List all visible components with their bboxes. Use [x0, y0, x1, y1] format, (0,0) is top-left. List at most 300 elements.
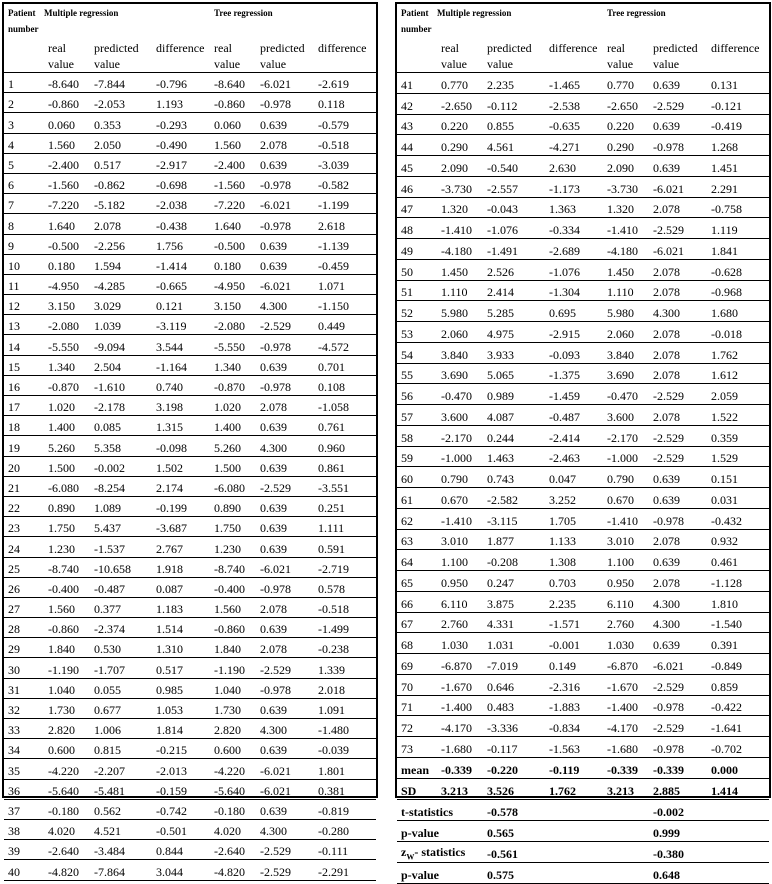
header-row-3 — [397, 38, 769, 56]
table-cell: 6 — [4, 173, 44, 193]
table-cell: -4.220 — [44, 759, 90, 779]
table-cell: -2.053 — [90, 93, 152, 113]
table-cell: -1.707 — [90, 658, 152, 678]
table-cell: 47 — [397, 197, 437, 218]
table-cell: 62 — [397, 508, 437, 529]
table-cell: 57 — [397, 405, 437, 426]
table-cell: 2.078 — [256, 396, 314, 416]
table-cell: 43 — [397, 114, 437, 135]
table-cell: 20 — [4, 456, 44, 476]
table-cell — [545, 799, 603, 820]
table-cell: -6.080 — [210, 476, 256, 496]
table-cell: -2.038 — [152, 194, 210, 214]
table-cell: -7.844 — [90, 73, 152, 93]
table-cell: -2.529 — [256, 860, 314, 880]
table-cell — [603, 862, 649, 883]
mr-predicted-header: predicted — [487, 41, 532, 55]
table-cell — [545, 820, 603, 841]
table-cell: -0.860 — [210, 93, 256, 113]
table-cell: 1.451 — [707, 156, 769, 177]
table-cell: -0.579 — [314, 113, 376, 133]
table-cell: 2.078 — [649, 259, 707, 280]
table-cell: 1.612 — [707, 363, 769, 384]
right-table-body — [397, 4, 769, 883]
table-cell: 0.591 — [314, 537, 376, 557]
table-cell: -1.058 — [314, 396, 376, 416]
table-cell: -1.491 — [483, 239, 545, 260]
table-cell: 19 — [4, 436, 44, 456]
table-cell: 1.110 — [437, 280, 483, 301]
table-cell: -0.180 — [210, 799, 256, 819]
table-cell: 0.639 — [256, 537, 314, 557]
table-cell: 1.308 — [545, 550, 603, 571]
table-cell: 17 — [4, 396, 44, 416]
table-cell: 0.639 — [649, 73, 707, 94]
table-cell: -0.432 — [707, 508, 769, 529]
table-cell: 3.526 — [483, 778, 545, 799]
table-cell: -7.220 — [44, 194, 90, 214]
table-row — [4, 496, 376, 516]
table-cell: 1.400 — [210, 416, 256, 436]
mr-predicted-header: predicted — [94, 41, 139, 55]
table-cell: 12 — [4, 295, 44, 315]
table-cell: 1.230 — [210, 537, 256, 557]
table-cell: 0.639 — [256, 456, 314, 476]
table-cell: -6.021 — [256, 779, 314, 799]
table-row — [397, 239, 769, 260]
table-row — [397, 571, 769, 592]
table-cell: 0.740 — [152, 375, 210, 395]
table-cell: -2.529 — [649, 384, 707, 405]
table-cell: 0.677 — [90, 698, 152, 718]
table-cell: -1.680 — [603, 737, 649, 758]
table-cell: -0.470 — [437, 384, 483, 405]
table-cell: -4.950 — [210, 274, 256, 294]
table-cell: -4.170 — [603, 716, 649, 737]
table-cell: 0.600 — [44, 739, 90, 759]
table-cell: 1.339 — [314, 658, 376, 678]
table-cell: -6.870 — [603, 654, 649, 675]
table-cell: 2.078 — [90, 214, 152, 234]
table-cell: 11 — [4, 274, 44, 294]
table-cell: 0.861 — [314, 456, 376, 476]
table-cell: -2.640 — [210, 840, 256, 860]
table-cell: 2.078 — [256, 597, 314, 617]
table-cell: 1.450 — [603, 259, 649, 280]
table-cell: 0.562 — [90, 799, 152, 819]
table-cell: 1.594 — [90, 254, 152, 274]
table-cell: 1.400 — [44, 416, 90, 436]
table-cell: -2.529 — [649, 674, 707, 695]
table-cell: 1.111 — [314, 517, 376, 537]
table-cell: -0.978 — [256, 214, 314, 234]
table-cell: 0.639 — [649, 488, 707, 509]
table-cell: 1.100 — [603, 550, 649, 571]
table-cell: 0.639 — [649, 633, 707, 654]
table-cell: 22 — [4, 496, 44, 516]
table-cell: 1.750 — [210, 517, 256, 537]
table-cell: p-value — [397, 820, 437, 841]
table-cell: -1.000 — [603, 446, 649, 467]
table-cell: 39 — [4, 840, 44, 860]
table-cell: 1.750 — [44, 517, 90, 537]
table-cell: 0.220 — [437, 114, 483, 135]
table-cell: 0.639 — [256, 618, 314, 638]
table-cell: 6.110 — [437, 591, 483, 612]
table-cell: -0.578 — [483, 799, 545, 820]
table-cell: 3.544 — [152, 335, 210, 355]
header-row-4 — [397, 56, 769, 73]
table-cell: 0.639 — [256, 254, 314, 274]
table-cell: 2.526 — [483, 259, 545, 280]
table-cell: 48 — [397, 218, 437, 239]
table-cell: -1.076 — [545, 259, 603, 280]
table-cell: 1.089 — [90, 496, 152, 516]
table-row — [397, 405, 769, 426]
table-cell: 14 — [4, 335, 44, 355]
table-cell: 5.358 — [90, 436, 152, 456]
table-cell: 0.670 — [603, 488, 649, 509]
tr-real-header: real — [607, 41, 626, 55]
table-cell: -0.470 — [603, 384, 649, 405]
table-cell: 1.502 — [152, 456, 210, 476]
table-cell: -0.870 — [210, 375, 256, 395]
table-cell: -0.002 — [90, 456, 152, 476]
table-cell: 4.300 — [649, 301, 707, 322]
table-cell: 1.814 — [152, 719, 210, 739]
table-cell: 1.841 — [707, 239, 769, 260]
table-cell: 35 — [4, 759, 44, 779]
stats-row — [397, 820, 769, 841]
table-cell: 3.150 — [44, 295, 90, 315]
table-cell: -10.658 — [90, 557, 152, 577]
table-cell: -2.917 — [152, 153, 210, 173]
table-cell: 0.290 — [603, 135, 649, 156]
table-row — [397, 446, 769, 467]
table-cell: 58 — [397, 425, 437, 446]
table-cell: 2.820 — [44, 719, 90, 739]
table-cell: -2.529 — [256, 658, 314, 678]
table-row — [4, 194, 376, 214]
table-cell: -1.410 — [437, 508, 483, 529]
table-cell: -0.860 — [44, 618, 90, 638]
table-cell: mean — [397, 757, 437, 778]
table-cell: 2.060 — [437, 322, 483, 343]
table-cell: -3.730 — [437, 176, 483, 197]
table-cell: 6.110 — [603, 591, 649, 612]
table-cell: -0.280 — [314, 819, 376, 839]
table-cell: 30 — [4, 658, 44, 678]
table-cell: 0.639 — [649, 467, 707, 488]
table-cell: 0.815 — [90, 739, 152, 759]
table-row — [4, 840, 376, 860]
table-cell: 0.060 — [44, 113, 90, 133]
table-cell: -1.410 — [437, 218, 483, 239]
table-cell: 1.268 — [707, 135, 769, 156]
table-cell: -0.339 — [649, 757, 707, 778]
table-cell: -0.978 — [649, 508, 707, 529]
table-cell: -1.571 — [545, 612, 603, 633]
stats-row — [397, 757, 769, 778]
table-cell: 0.701 — [314, 355, 376, 375]
table-cell: -1.641 — [707, 716, 769, 737]
table-cell: 1.560 — [44, 133, 90, 153]
table-cell: 0.087 — [152, 577, 210, 597]
tr-predicted-header: predicted — [260, 41, 305, 55]
table-cell: 52 — [397, 301, 437, 322]
table-cell: -6.021 — [256, 194, 314, 214]
table-cell: 7 — [4, 194, 44, 214]
table-cell: 28 — [4, 618, 44, 638]
table-cell: 21 — [4, 476, 44, 496]
table-cell: -1.414 — [152, 254, 210, 274]
table-cell: -2.619 — [314, 73, 376, 93]
table-cell: 2.618 — [314, 214, 376, 234]
table-cell: -2.529 — [256, 315, 314, 335]
table-cell: -0.215 — [152, 739, 210, 759]
table-cell: -0.111 — [314, 840, 376, 860]
table-row — [397, 591, 769, 612]
table-cell: -0.834 — [545, 716, 603, 737]
table-cell: -0.380 — [649, 841, 707, 862]
table-cell: 69 — [397, 654, 437, 675]
table-row — [4, 254, 376, 274]
table-cell: -5.640 — [210, 779, 256, 799]
table-cell: 3.044 — [152, 860, 210, 880]
table-cell: -0.698 — [152, 173, 210, 193]
table-row — [4, 517, 376, 537]
mr-predicted-value-header: value — [90, 56, 152, 73]
table-cell: -6.021 — [256, 73, 314, 93]
table-cell: 0.703 — [545, 571, 603, 592]
table-cell: -1.480 — [314, 719, 376, 739]
table-cell: 73 — [397, 737, 437, 758]
table-cell: -2.538 — [545, 93, 603, 114]
table-row — [4, 819, 376, 839]
table-row — [4, 234, 376, 254]
table-cell: 0.639 — [256, 517, 314, 537]
table-cell: 3.840 — [437, 342, 483, 363]
table-cell: -0.334 — [545, 218, 603, 239]
table-cell: -0.487 — [90, 577, 152, 597]
table-cell: 0.960 — [314, 436, 376, 456]
table-cell: 1.918 — [152, 557, 210, 577]
table-cell: -2.557 — [483, 176, 545, 197]
table-cell: 1.877 — [483, 529, 545, 550]
table-cell: -4.271 — [545, 135, 603, 156]
header-row-2 — [4, 24, 376, 38]
table-cell: -2.013 — [152, 759, 210, 779]
table-cell: 0.575 — [483, 862, 545, 883]
table-cell: 2.078 — [649, 342, 707, 363]
table-cell: -0.459 — [314, 254, 376, 274]
table-cell: -0.978 — [256, 375, 314, 395]
table-cell — [603, 841, 649, 862]
table-cell: -1.560 — [210, 173, 256, 193]
table-cell: $z_W-$ statistics — [397, 841, 437, 862]
table-cell: -0.635 — [545, 114, 603, 135]
table-cell: 68 — [397, 633, 437, 654]
table-cell: -2.640 — [44, 840, 90, 860]
table-cell: 3.213 — [603, 778, 649, 799]
table-cell: 23 — [4, 517, 44, 537]
table-cell: 0.844 — [152, 840, 210, 860]
table-cell: 0.108 — [314, 375, 376, 395]
table-cell: 4.300 — [256, 295, 314, 315]
table-cell: 2.078 — [649, 280, 707, 301]
table-cell: -2.256 — [90, 234, 152, 254]
table-cell: -2.650 — [603, 93, 649, 114]
table-cell: 2.090 — [437, 156, 483, 177]
table-cell: 0.761 — [314, 416, 376, 436]
table-cell: 65 — [397, 571, 437, 592]
table-cell: -1.560 — [44, 173, 90, 193]
table-cell: -1.459 — [545, 384, 603, 405]
table-cell: 1.705 — [545, 508, 603, 529]
table-cell: 2.820 — [210, 719, 256, 739]
table-cell: 3.840 — [603, 342, 649, 363]
table-cell: 4.020 — [44, 819, 90, 839]
table-cell: 0.859 — [707, 674, 769, 695]
table-cell: 4 — [4, 133, 44, 153]
table-cell: -0.561 — [483, 841, 545, 862]
table-cell: 1.500 — [44, 456, 90, 476]
table-cell: 1.529 — [707, 446, 769, 467]
table-cell: 2.090 — [603, 156, 649, 177]
table-cell: 0.517 — [152, 658, 210, 678]
table-cell: 3.150 — [210, 295, 256, 315]
table-cell: -5.550 — [210, 335, 256, 355]
table-cell: 13 — [4, 315, 44, 335]
table-cell: 0.770 — [603, 73, 649, 94]
table-row — [4, 153, 376, 173]
table-cell: -2.529 — [649, 93, 707, 114]
table-cell: -0.665 — [152, 274, 210, 294]
table-cell: 2.060 — [603, 322, 649, 343]
table-cell: 26 — [4, 577, 44, 597]
table-cell: 1 — [4, 73, 44, 93]
table-cell: 60 — [397, 467, 437, 488]
table-cell: 0.031 — [707, 488, 769, 509]
table-cell: 1.840 — [44, 638, 90, 658]
multiple-regression-header: Multiple regression — [44, 8, 119, 18]
table-cell: -2.374 — [90, 618, 152, 638]
table-cell: -4.170 — [437, 716, 483, 737]
table-cell: -2.400 — [210, 153, 256, 173]
table-cell: 0.855 — [483, 114, 545, 135]
table-cell: -1.610 — [90, 375, 152, 395]
table-cell: 1.030 — [603, 633, 649, 654]
table-cell: -0.978 — [256, 678, 314, 698]
table-cell: 49 — [397, 239, 437, 260]
table-row — [4, 335, 376, 355]
table-cell: 3.690 — [437, 363, 483, 384]
table-cell: -3.551 — [314, 476, 376, 496]
table-cell: 1.020 — [44, 396, 90, 416]
table-cell: 3 — [4, 113, 44, 133]
table-cell: -0.796 — [152, 73, 210, 93]
table-cell: 1.315 — [152, 416, 210, 436]
table-cell: -8.740 — [44, 557, 90, 577]
table-cell: -0.220 — [483, 757, 545, 778]
table-cell: 44 — [397, 135, 437, 156]
table-cell: 1.810 — [707, 591, 769, 612]
header-row-3 — [4, 38, 376, 56]
table-cell: 33 — [4, 719, 44, 739]
table-cell: -0.978 — [649, 695, 707, 716]
table-cell: 2.078 — [256, 133, 314, 153]
right-table-panel — [395, 2, 771, 882]
table-cell: -4.180 — [437, 239, 483, 260]
table-cell: 0.639 — [256, 153, 314, 173]
table-cell: 0.646 — [483, 674, 545, 695]
table-cell: -0.119 — [545, 757, 603, 778]
table-cell: 45 — [397, 156, 437, 177]
table-cell: -2.689 — [545, 239, 603, 260]
table-cell: 70 — [397, 674, 437, 695]
table-row — [397, 695, 769, 716]
table-row — [397, 280, 769, 301]
table-row — [4, 295, 376, 315]
table-cell: 0.251 — [314, 496, 376, 516]
table-cell: -1.400 — [437, 695, 483, 716]
table-cell: 0.290 — [437, 135, 483, 156]
table-cell: -8.640 — [44, 73, 90, 93]
table-row — [397, 467, 769, 488]
table-cell: -8.254 — [90, 476, 152, 496]
table-cell: -1.139 — [314, 234, 376, 254]
table-cell: -0.293 — [152, 113, 210, 133]
mr-difference-header: difference — [156, 41, 205, 55]
table-cell: 67 — [397, 612, 437, 633]
table-cell: 0.890 — [210, 496, 256, 516]
table-row — [4, 214, 376, 234]
table-cell: 5.437 — [90, 517, 152, 537]
table-cell: -0.582 — [314, 173, 376, 193]
table-cell: -1.199 — [314, 194, 376, 214]
table-row — [4, 133, 376, 153]
table-cell: 3.198 — [152, 396, 210, 416]
table-cell: 1.340 — [44, 355, 90, 375]
table-cell: 16 — [4, 375, 44, 395]
table-cell: -0.438 — [152, 214, 210, 234]
table-cell: 56 — [397, 384, 437, 405]
stats-row — [397, 862, 769, 883]
table-cell: 0.047 — [545, 467, 603, 488]
table-cell: 1.119 — [707, 218, 769, 239]
patient-header: Patient — [401, 8, 429, 18]
table-cell: -0.112 — [483, 93, 545, 114]
table-cell: 38 — [4, 819, 44, 839]
table-cell: 5 — [4, 153, 44, 173]
table-cell: 1.640 — [44, 214, 90, 234]
table-cell — [545, 841, 603, 862]
table-cell: 0.247 — [483, 571, 545, 592]
table-cell: 1.230 — [44, 537, 90, 557]
table-cell: -1.190 — [210, 658, 256, 678]
table-cell: -0.518 — [314, 597, 376, 617]
table-cell: -1.537 — [90, 537, 152, 557]
table-cell: 3.010 — [437, 529, 483, 550]
table-cell: 4.300 — [256, 719, 314, 739]
table-cell: -0.978 — [256, 173, 314, 193]
table-cell: 59 — [397, 446, 437, 467]
table-cell — [545, 862, 603, 883]
table-row — [397, 259, 769, 280]
table-cell: 1.133 — [545, 529, 603, 550]
table-cell: 0.353 — [90, 113, 152, 133]
table-cell: -0.500 — [44, 234, 90, 254]
